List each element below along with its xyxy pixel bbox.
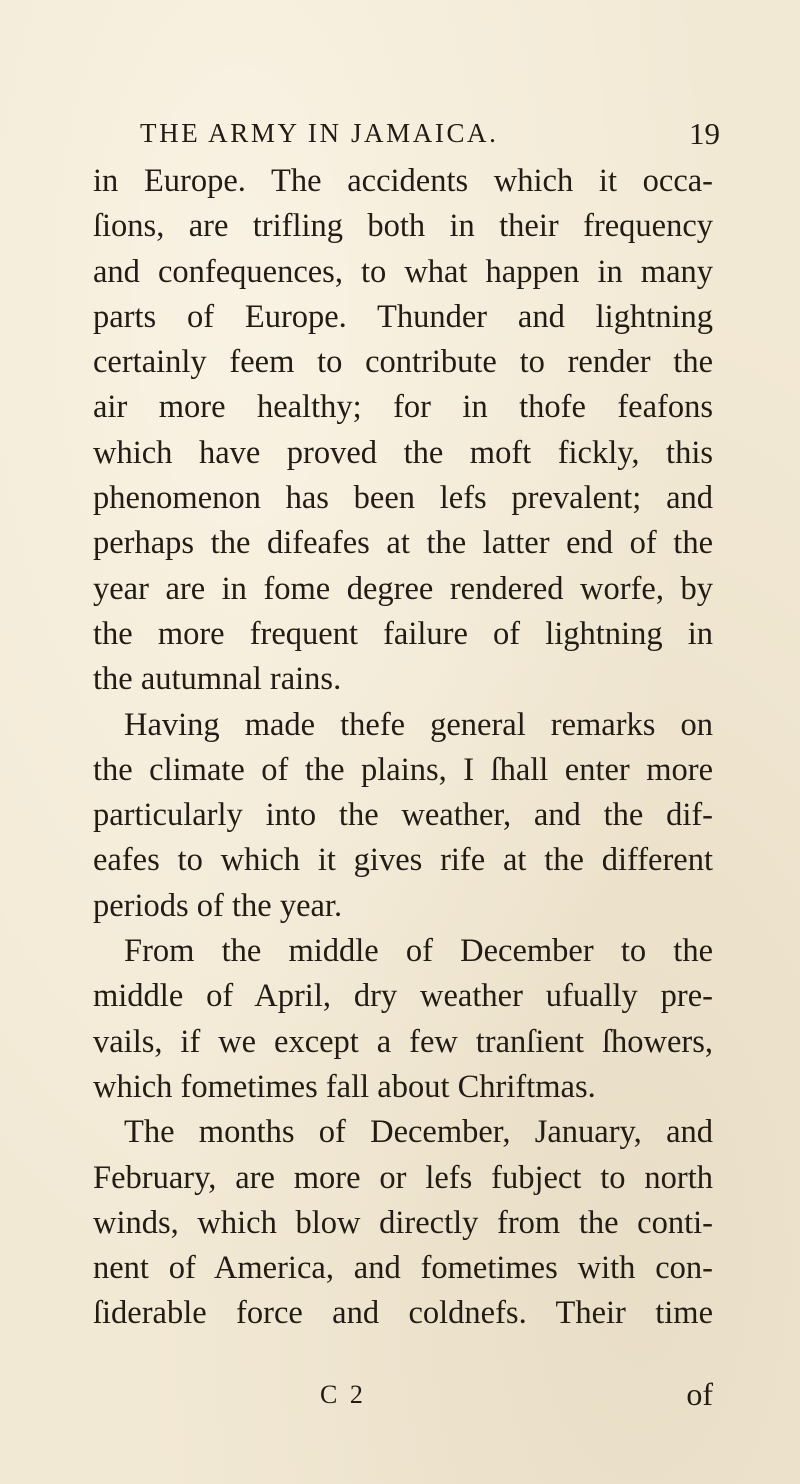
page-footer <box>93 1376 713 1420</box>
paragraph-end-line: which fometimes fall about Chriftmas. <box>93 1068 596 1105</box>
text-line: the more frequent failure of lightning in <box>93 615 713 652</box>
text-line: February, are more or lefs fubject to north <box>93 1159 713 1196</box>
running-head: THE ARMY IN JAMAICA. <box>140 118 499 148</box>
text-line: phenomenon has been lefs prevalent; and <box>93 480 713 517</box>
body-text <box>93 159 713 1337</box>
text-line: particularly into the weather, and the dif- <box>93 797 713 834</box>
text-line: and confequences, to what happen in many <box>93 253 713 290</box>
text-line: which have proved the moft fickly, this <box>93 434 713 471</box>
paragraph-end-line: periods of the year. <box>93 887 343 924</box>
text-line: ſiderable force and coldnefs. Their time <box>93 1295 713 1332</box>
text-line: the climate of the plains, I ſhall enter more <box>93 751 713 788</box>
paragraph-end-line: the autumnal rains. <box>93 661 342 698</box>
text-line: year are in fome degree rendered worfe, by <box>93 570 713 607</box>
text-line: vails, if we except a few tranſient ſhowers, <box>93 1023 713 1060</box>
paragraph-start-line: Having made thefe general remarks on <box>124 706 713 743</box>
text-line: parts of Europe. Thunder and lightning <box>93 298 713 335</box>
text-line: perhaps the difeafes at the latter end of the <box>93 525 713 562</box>
catchword: of <box>686 1376 713 1412</box>
paragraph-start-line: From the middle of December to the <box>124 933 713 970</box>
text-line: air more healthy; for in thofe feafons <box>93 389 713 426</box>
text-line: middle of April, dry weather ufually pre- <box>93 978 713 1015</box>
text-line: ſions, are trifling both in their frequency <box>93 208 713 245</box>
text-line: certainly feem to contribute to render the <box>93 344 713 381</box>
text-line: nent of America, and fometimes with con- <box>93 1250 713 1287</box>
page-header <box>140 118 720 158</box>
signature-mark: C 2 <box>320 1380 366 1409</box>
text-line: in Europe. The accidents which it occa- <box>93 163 713 199</box>
text-line: eafes to which it gives rife at the different <box>93 842 713 879</box>
text-line: winds, which blow directly from the conti- <box>93 1204 713 1241</box>
page-number: 19 <box>689 116 720 151</box>
paragraph-start-line: The months of December, January, and <box>124 1114 713 1151</box>
